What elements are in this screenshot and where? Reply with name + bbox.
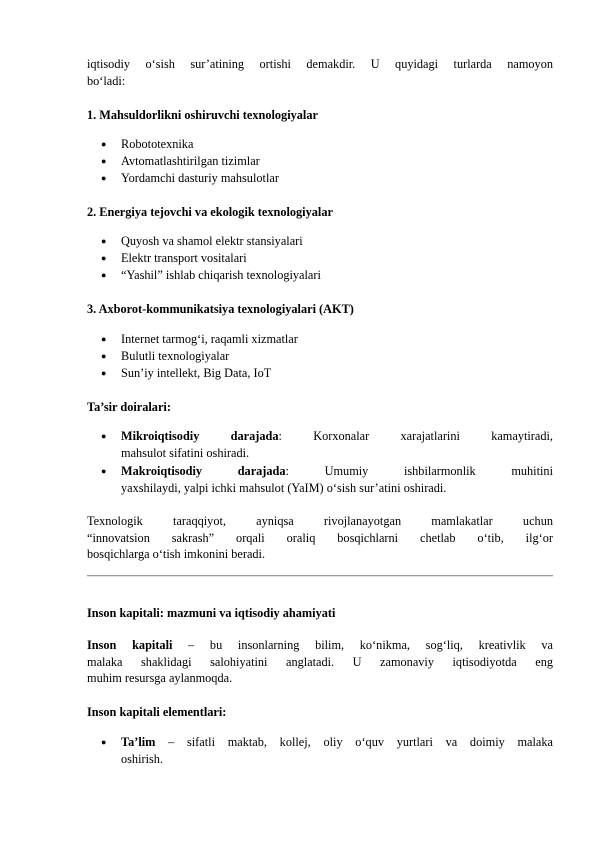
list-item bbox=[87, 348, 553, 365]
element-text: oshirish. bbox=[121, 751, 164, 766]
effect-text: mahsulot sifatini oshiradi. bbox=[121, 445, 250, 460]
section-heading: 3. Axborot-kommunikatsiya texnologiyalari (AKT) bbox=[87, 302, 354, 316]
list-item bbox=[87, 428, 553, 461]
horizontal-divider bbox=[87, 575, 553, 577]
bullet-icon: ● bbox=[101, 173, 107, 183]
elements-list bbox=[87, 734, 553, 767]
paragraph-line: malaka shaklidagi salohiyatini anglatadi. U zamonaviy iqtisodiyotda eng bbox=[87, 654, 553, 669]
list-item-text: Avtomatlashtirilgan tizimlar bbox=[121, 154, 260, 168]
list-item-text: Sun’iy intellekt, Big Data, IoT bbox=[121, 366, 272, 380]
effect-line bbox=[121, 463, 553, 480]
effect-term: Makroiqtisodiy darajada bbox=[121, 464, 286, 479]
effect-text: : Korxonalar xarajatlarini kamaytiradi, bbox=[278, 429, 554, 443]
bullet-icon: ● bbox=[101, 270, 107, 280]
section-3 bbox=[87, 301, 553, 317]
bullet-icon: ● bbox=[101, 466, 107, 477]
list-item bbox=[87, 136, 553, 153]
human-capital-definition bbox=[87, 637, 553, 687]
bullet-icon: ● bbox=[101, 368, 107, 378]
list-item-text: Internet tarmog‘i, raqamli xizmatlar bbox=[121, 332, 298, 346]
intro-line: iqtisodiy o‘sish sur’atining ortishi demakdir. U quyidagi turlarda namoyon bbox=[87, 57, 553, 71]
bullet-icon: ● bbox=[101, 351, 107, 361]
effect-text: yaxshilaydi, yalpi ichki mahsulot (YaIM) o‘sish sur’atini oshiradi. bbox=[121, 481, 447, 496]
bullet-icon: ● bbox=[101, 334, 107, 344]
list-item bbox=[87, 250, 553, 267]
element-text: – sifatli maktab, kollej, oliy o‘quv yurtlari va doimiy malaka bbox=[155, 735, 553, 749]
element-term: Ta’lim bbox=[121, 735, 156, 749]
list-item bbox=[87, 734, 553, 767]
bullet-icon: ● bbox=[101, 236, 107, 246]
section-1-list bbox=[87, 136, 553, 187]
section-heading: 1. Mahsuldorlikni oshiruvchi texnologiyalar bbox=[87, 108, 318, 122]
list-item bbox=[87, 463, 553, 496]
section-heading: Inson kapitali: mazmuni va iqtisodiy ahamiyati bbox=[87, 606, 336, 620]
list-item-text: Bulutli texnologiyalar bbox=[121, 349, 230, 363]
list-item bbox=[87, 233, 553, 250]
section-heading: 2. Energiya tejovchi va ekologik texnologiyalar bbox=[87, 205, 333, 219]
list-item-text: “Yashil” ishlab chiqarish texnologiyalari bbox=[121, 268, 321, 282]
section-2-list bbox=[87, 233, 553, 284]
section-3-list bbox=[87, 331, 553, 382]
list-item bbox=[87, 331, 553, 348]
paragraph-line bbox=[87, 637, 553, 654]
list-item-text: Robototexnika bbox=[121, 137, 194, 151]
bullet-icon: ● bbox=[101, 253, 107, 263]
section-1 bbox=[87, 107, 553, 123]
bullet-icon: ● bbox=[101, 156, 107, 166]
definition-text: – bu insonlarning bilim, ko‘nikma, sog‘liq, kreativlik va bbox=[172, 638, 553, 652]
effects-list bbox=[87, 428, 553, 497]
bullet-icon: ● bbox=[101, 139, 107, 149]
human-capital-section bbox=[87, 605, 553, 621]
effects-section bbox=[87, 399, 553, 415]
paragraph-line: “innovatsion sakrash” orqali oraliq bosqichlarni chetlab o‘tib, ilg‘or bbox=[87, 530, 553, 545]
effect-text: : Umumiy ishbilarmonlik muhitini bbox=[285, 464, 553, 479]
section-2 bbox=[87, 204, 553, 220]
bullet-icon: ● bbox=[101, 431, 107, 441]
list-item bbox=[87, 153, 553, 170]
paragraph-line: Texnologik taraqqiyot, ayniqsa rivojlanayotgan mamlakatlar uchun bbox=[87, 514, 553, 528]
definition-term: Inson kapitali bbox=[87, 638, 173, 652]
elements-heading-block bbox=[87, 704, 553, 720]
effect-term: Mikroiqtisodiy darajada bbox=[121, 429, 279, 443]
element-line bbox=[121, 734, 553, 751]
intro-line: bo‘ladi: bbox=[87, 73, 126, 88]
section-heading: Inson kapitali elementlari: bbox=[87, 705, 227, 719]
paragraph-line: bosqichlarga o‘tish imkonini beradi. bbox=[87, 547, 266, 562]
list-item-text: Yordamchi dasturiy mahsulotlar bbox=[121, 171, 279, 185]
list-item bbox=[87, 267, 553, 284]
list-item bbox=[87, 365, 553, 382]
bullet-icon: ● bbox=[101, 737, 107, 747]
paragraph-line: muhim resursga aylanmoqda. bbox=[87, 671, 233, 686]
section-heading: Ta’sir doiralari: bbox=[87, 400, 171, 414]
list-item bbox=[87, 170, 553, 187]
list-item-text: Quyosh va shamol elektr stansiyalari bbox=[121, 234, 303, 248]
conclusion-paragraph bbox=[87, 513, 553, 563]
effect-line bbox=[121, 428, 553, 445]
list-item-text: Elektr transport vositalari bbox=[121, 251, 247, 265]
intro-paragraph bbox=[87, 56, 553, 89]
